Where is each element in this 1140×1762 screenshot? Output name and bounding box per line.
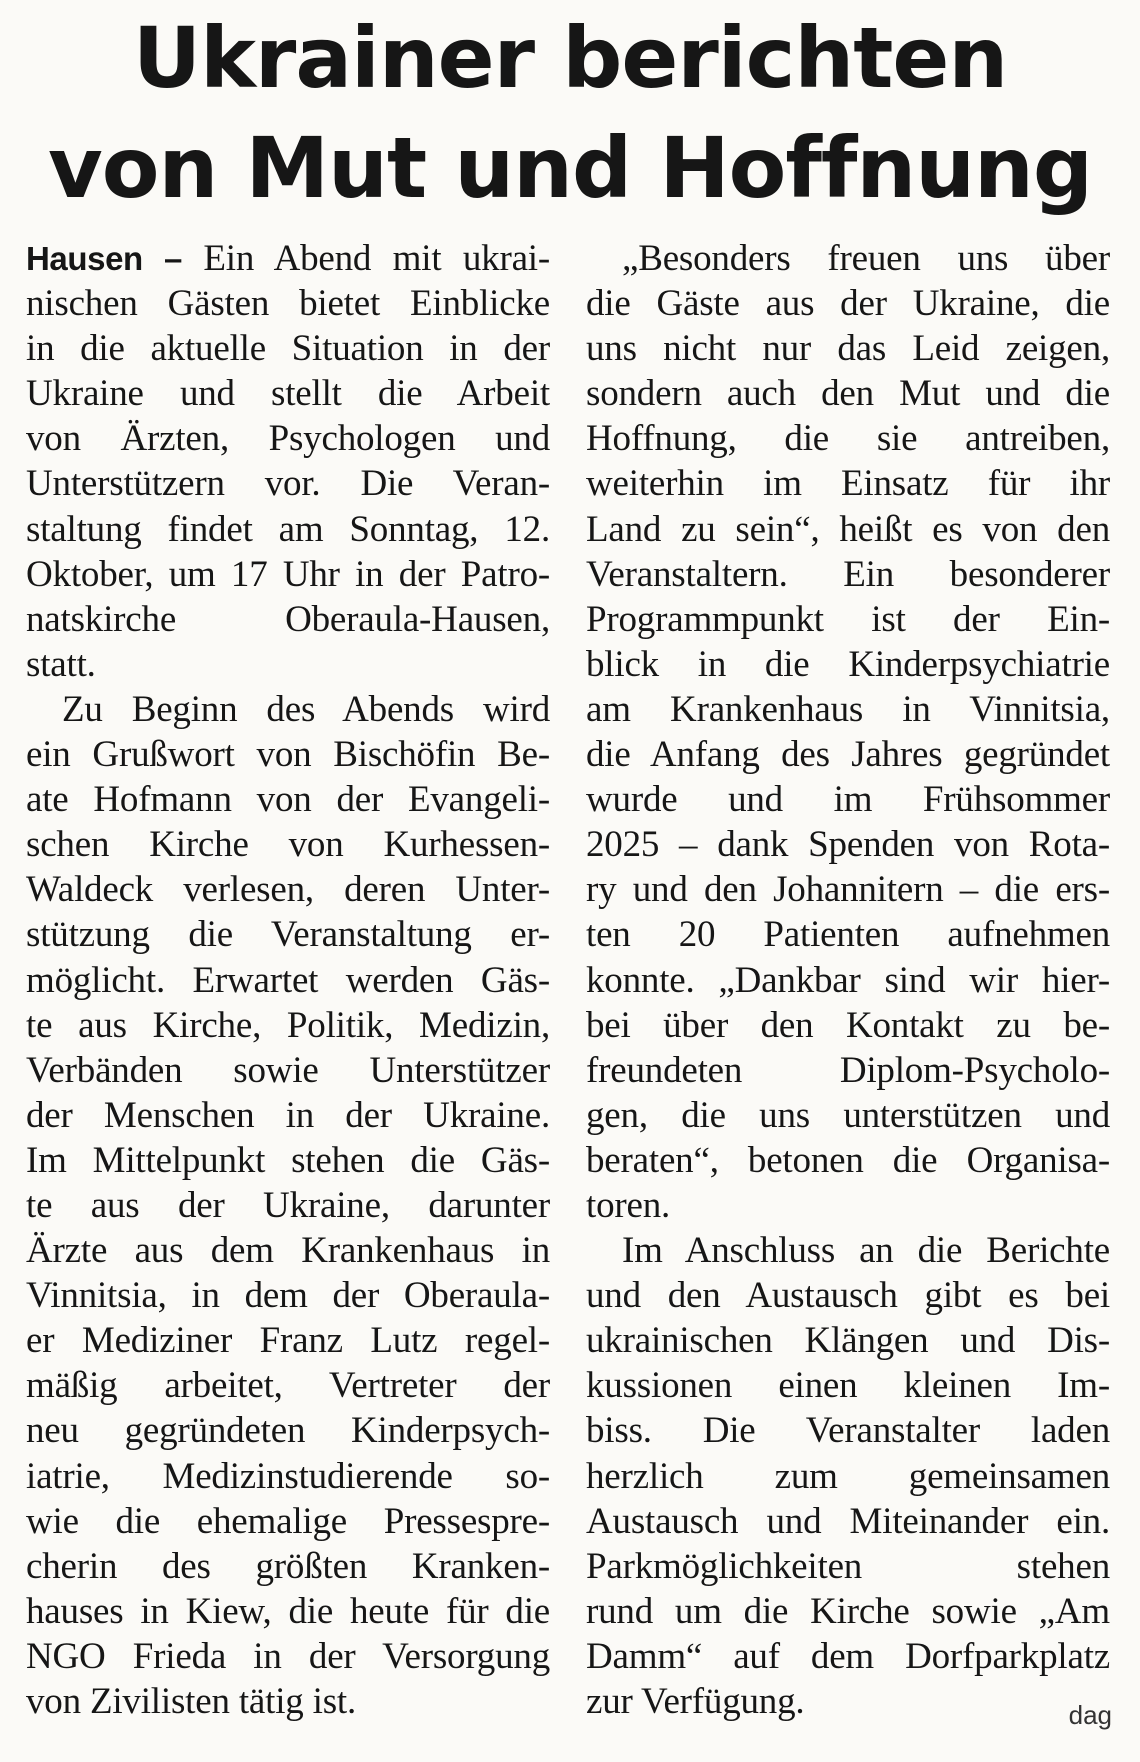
- article-line: 2025 – dank Spenden von Rota-: [586, 824, 1110, 866]
- article-line: [26, 236, 550, 281]
- article-line: Im Anschluss an die Berichte: [622, 1230, 1110, 1272]
- article-line: blick in die Kinderpsychiatrie: [586, 643, 1110, 685]
- article-line: in die aktuelle Situation in der: [26, 328, 550, 370]
- headline-line-1: Ukrainer berichten: [132, 9, 1008, 107]
- article-line: am Krankenhaus in Vinnitsia,: [586, 688, 1110, 730]
- article-line: wurde und im Frühsommer: [586, 779, 1110, 821]
- article-line: zur Verfügung.: [586, 1681, 805, 1722]
- article-line: Waldeck verlesen, deren Unter-: [26, 869, 550, 911]
- article-line: Verbänden sowie Unterstützer: [26, 1049, 550, 1091]
- article-line: rund um die Kirche sowie „Am: [586, 1590, 1110, 1632]
- article-line: Ärzte aus dem Krankenhaus in: [26, 1230, 550, 1272]
- article-line: „Besonders freuen uns über: [622, 238, 1110, 279]
- article-line: Land zu sein“, heißt es von den: [586, 508, 1110, 550]
- article-line: hauses in Kiew, die heute für die: [26, 1590, 550, 1632]
- article-line: die Gäste aus der Ukraine, die: [586, 283, 1110, 325]
- article-line: Parkmöglichkeiten stehen: [586, 1545, 1110, 1587]
- article-line: konnte. „Dankbar sind wir hier-: [586, 959, 1110, 1001]
- article-line: Unterstützern vor. Die Veran-: [26, 463, 550, 505]
- article-line: cherin des größten Kranken-: [26, 1545, 550, 1587]
- article-line: statt.: [26, 643, 96, 685]
- article-line: ukrainischen Klängen und Dis-: [586, 1320, 1110, 1362]
- headline-line-2: von Mut und Hoffnung: [48, 119, 1092, 217]
- article-line: der Menschen in der Ukraine.: [26, 1094, 550, 1136]
- article-line: weiterhin im Einsatz für ihr: [586, 463, 1110, 505]
- article-line: von Ärzten, Psychologen und: [26, 418, 550, 460]
- article-line: staltung findet am Sonntag, 12.: [26, 508, 550, 550]
- article-line: mäßig arbeitet, Vertreter der: [26, 1365, 550, 1407]
- article-line: NGO Frieda in der Versorgung: [26, 1635, 550, 1677]
- article-line: kussionen einen kleinen Im-: [586, 1365, 1110, 1407]
- article-line: stützung die Veranstaltung er-: [26, 914, 550, 956]
- article-line: Vinnitsia, in dem der Oberaula-: [26, 1275, 550, 1317]
- article-line: beraten“, betonen die Organisa-: [586, 1139, 1110, 1181]
- article-line: Im Mittelpunkt stehen die Gäs-: [26, 1139, 550, 1181]
- article-line: iatrie, Medizinstudierende so-: [26, 1455, 550, 1497]
- article-line-text: Ein Abend mit ukrai-: [203, 238, 550, 279]
- article-line: ein Grußwort von Bischöfin Be-: [26, 734, 550, 776]
- article-line: nischen Gästen bietet Einblicke: [26, 283, 550, 325]
- article-line: schen Kirche von Kurhessen-: [26, 824, 550, 866]
- article-line: Hoffnung, die sie antreiben,: [586, 418, 1110, 460]
- article-line: te aus der Ukraine, darunter: [26, 1184, 550, 1226]
- article-line: und den Austausch gibt es bei: [586, 1275, 1110, 1317]
- article-line: ry und den Johannitern – die ers-: [586, 869, 1110, 911]
- article-line: freundeten Diplom-Psycholo-: [586, 1049, 1110, 1091]
- article-line: Ukraine und stellt die Arbeit: [26, 373, 550, 415]
- article-line: te aus Kirche, Politik, Medizin,: [26, 1004, 550, 1046]
- article-line: Austausch und Miteinander ein.: [586, 1500, 1110, 1542]
- article-line: ten 20 Patienten aufnehmen: [586, 914, 1110, 956]
- author-byline: dag: [1068, 1700, 1112, 1730]
- article-line: von Zivilisten tätig ist.: [26, 1681, 357, 1722]
- article-column-right: [586, 236, 1110, 1724]
- article-line: bei über den Kontakt zu be-: [586, 1004, 1110, 1046]
- article-line: die Anfang des Jahres gegründet: [586, 734, 1110, 776]
- article-line: natskirche Oberaula-Hausen,: [26, 598, 550, 640]
- article-line: neu gegründeten Kinderpsych-: [26, 1410, 550, 1452]
- article-column-left: [26, 236, 550, 1724]
- article-line: Veranstaltern. Ein besonderer: [586, 553, 1110, 595]
- dateline: Hausen –: [26, 240, 182, 277]
- article-line: uns nicht nur das Leid zeigen,: [586, 328, 1110, 370]
- article-line: wie die ehemalige Pressespre-: [26, 1500, 550, 1542]
- article-line: biss. Die Veranstalter laden: [586, 1410, 1110, 1452]
- article-line: gen, die uns unterstützen und: [586, 1094, 1110, 1136]
- article-line: Damm“ auf dem Dorfparkplatz: [586, 1635, 1110, 1677]
- article-line: sondern auch den Mut und die: [586, 373, 1110, 415]
- article-line: Zu Beginn des Abends wird: [62, 688, 550, 730]
- article-line: herzlich zum gemeinsamen: [586, 1455, 1110, 1497]
- article-line: ate Hofmann von der Evangeli-: [26, 779, 550, 821]
- article-line: möglicht. Erwartet werden Gäs-: [26, 959, 550, 1001]
- article-line: Oktober, um 17 Uhr in der Patro-: [26, 553, 550, 595]
- article-line: toren.: [586, 1184, 671, 1226]
- article-line: er Mediziner Franz Lutz regel-: [26, 1320, 550, 1362]
- article-line: Programmpunkt ist der Ein-: [586, 598, 1110, 640]
